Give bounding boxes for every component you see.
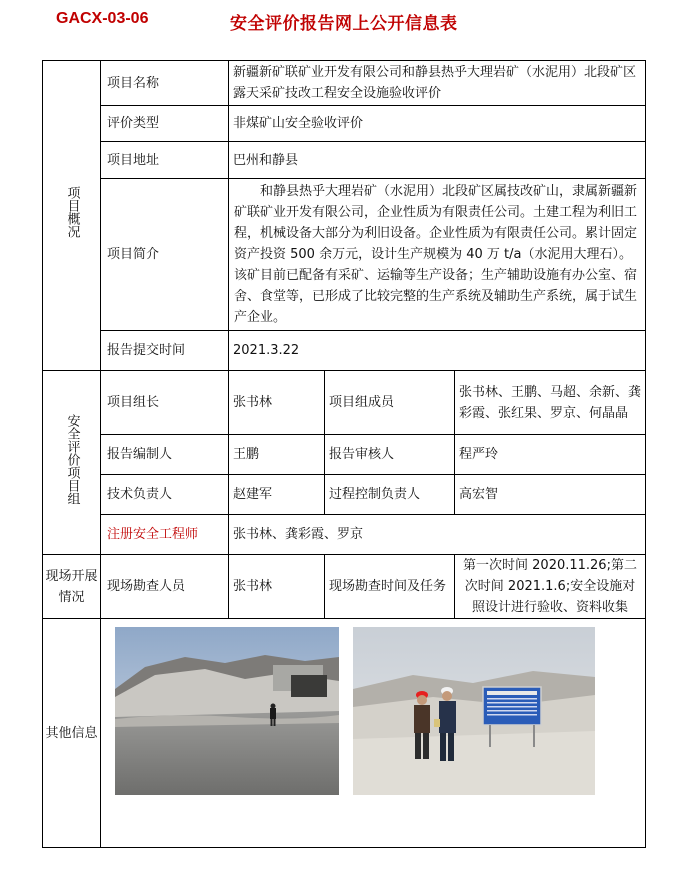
members-value: 张书林、王鹏、马超、余新、龚彩霞、张红果、罗京、何晶晶 [455, 371, 646, 435]
team-section-label: 安全评价项目组 [43, 371, 101, 555]
surveyor-label: 现场勘查人员 [101, 555, 229, 619]
site-photo-quarry [115, 627, 339, 795]
leader-value: 张书林 [229, 371, 325, 435]
survey-time-value: 第一次时间 2020.11.26;第二次时间 2021.1.6;安全设施对照设计进行验收、资料收集 [455, 555, 646, 619]
photos-cell [101, 619, 646, 848]
form-code: GACX-03-06 [56, 10, 149, 27]
other-section-label: 其他信息 [43, 619, 101, 848]
address-label: 项目地址 [101, 142, 229, 179]
survey-time-label: 现场勘查时间及任务 [325, 555, 455, 619]
page-title: 安全评价报告网上公开信息表 [230, 14, 458, 34]
site-section-label: 现场开展情况 [43, 555, 101, 619]
intro-value: 和静县热乎大理岩矿（水泥用）北段矿区属技改矿山，隶属新疆新矿联矿业开发有限公司，企业性质为有限责任公司。土建工程为利旧工程，机械设备大部分为利旧设备。企业性质为有限责任公司。累计固定资产投资 500 余万元，设计生产规模为 40 万 t/a（水泥用大理石）。该矿目前已配备有采矿、运输等生产设备；生产辅助设施有办公室、宿舍、食堂等，已形成了比较完整的生产系统及辅助生产系统，属于试生产企业。 [229, 179, 646, 331]
engineer-value: 张书林、龚彩霞、罗京 [229, 515, 646, 555]
intro-label: 项目简介 [101, 179, 229, 331]
eval-type-label: 评价类型 [101, 106, 229, 142]
members-label: 项目组成员 [325, 371, 455, 435]
site-photo-workers [353, 627, 595, 795]
leader-label: 项目组长 [101, 371, 229, 435]
author-value: 王鹏 [229, 435, 325, 475]
reviewer-label: 报告审核人 [325, 435, 455, 475]
project-name-label: 项目名称 [101, 61, 229, 106]
submit-time-value: 2021.3.22 [229, 331, 646, 371]
surveyor-value: 张书林 [229, 555, 325, 619]
tech-lead-value: 赵建军 [229, 475, 325, 515]
info-table [42, 60, 646, 848]
overview-section-label: 项目概况 [43, 61, 101, 371]
submit-time-label: 报告提交时间 [101, 331, 229, 371]
tech-lead-label: 技术负责人 [101, 475, 229, 515]
author-label: 报告编制人 [101, 435, 229, 475]
address-value: 巴州和静县 [229, 142, 646, 179]
eval-type-value: 非煤矿山安全验收评价 [229, 106, 646, 142]
process-lead-label: 过程控制负责人 [325, 475, 455, 515]
project-name-value: 新疆新矿联矿业开发有限公司和静县热乎大理岩矿（水泥用）北段矿区露天采矿技改工程安全设施验收评价 [229, 61, 646, 106]
reviewer-value: 程严玲 [455, 435, 646, 475]
process-lead-value: 高宏智 [455, 475, 646, 515]
engineer-label: 注册安全工程师 [101, 515, 229, 555]
